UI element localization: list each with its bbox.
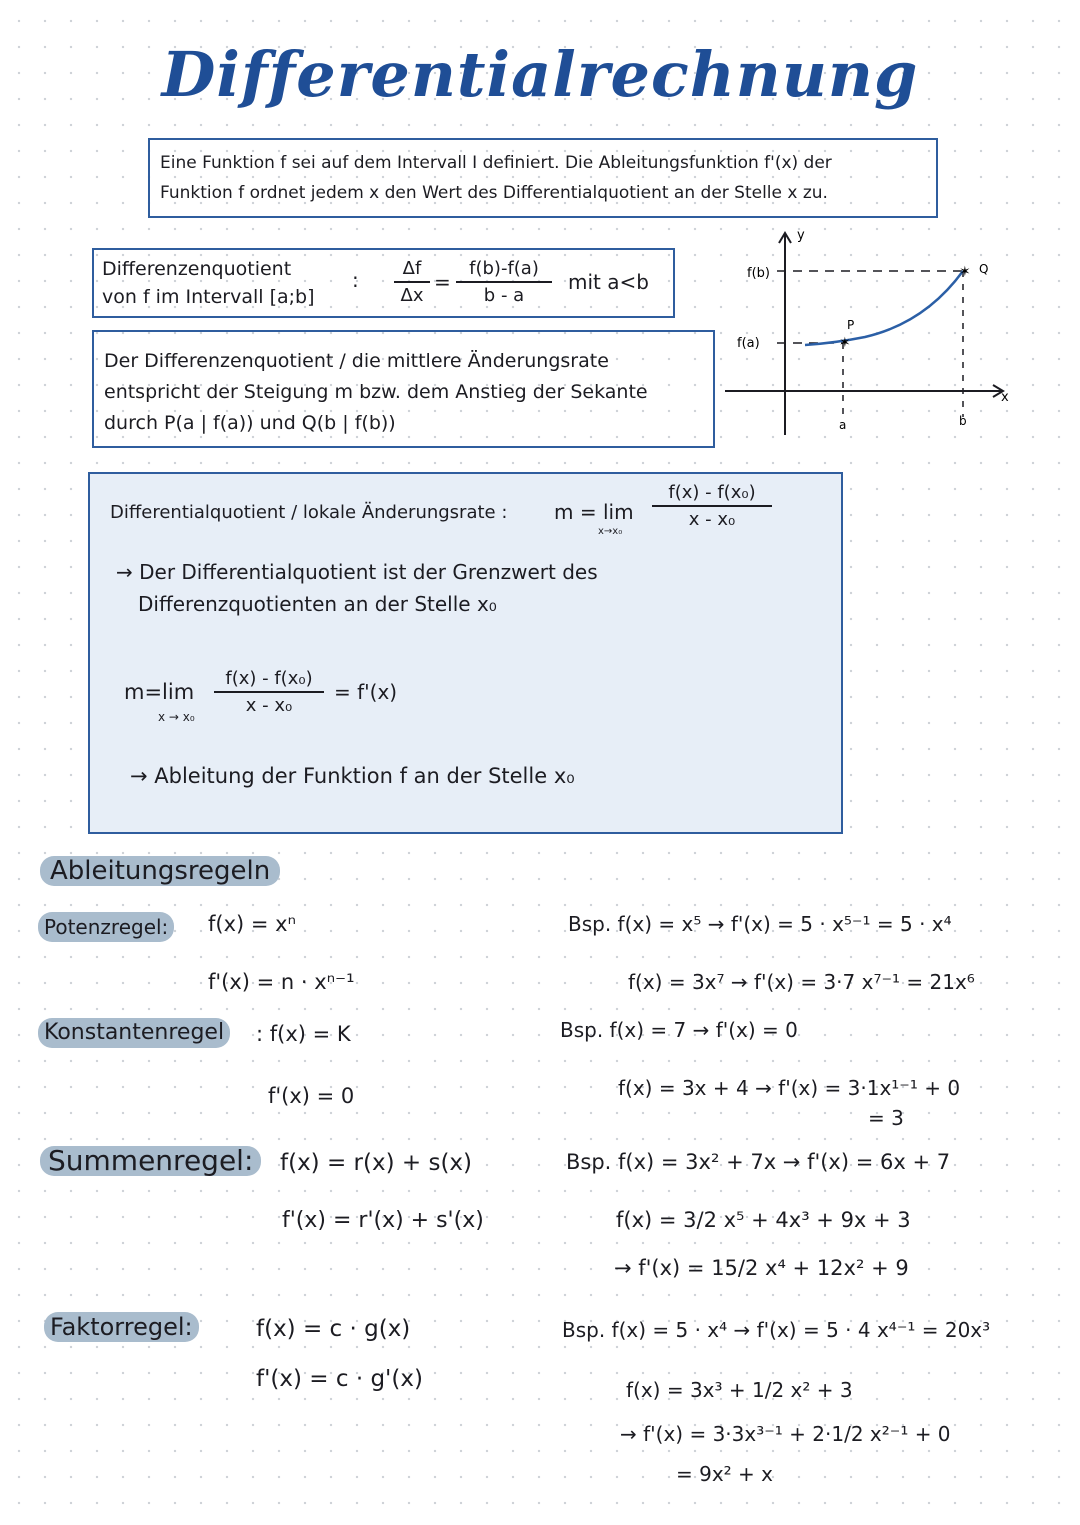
dq-label-2: von f im Intervall [a;b] [102,286,315,308]
y-axis-label: y [797,228,805,243]
diffq-note-2: Differenzquotienten an der Stelle x₀ [138,592,497,616]
diffq-fraction-2 [214,668,324,716]
dq-condition: mit a<b [568,270,649,294]
page-title: Differentialrechnung [161,38,919,111]
fb-label: f(b) [747,266,770,281]
diffq-lim-sub: x→x₀ [598,526,623,537]
summenregel-label: Summenregel: [40,1146,261,1176]
diffq-ableitung: → Ableitung der Funktion f an der Stelle x₀ [130,764,575,788]
konstantenregel-example-1: Bsp. f(x) = 7 → f'(x) = 0 [560,1018,798,1042]
faktorregel-example-4: = 9x² + x [676,1462,774,1486]
fraction-bar [214,691,324,693]
secant-graph [715,225,1015,440]
faktorregel-f: f(x) = c · g(x) [256,1316,411,1342]
diffq-lim-sub-2: x → x₀ [158,710,195,724]
dq-frac-den: b - a [483,285,525,306]
potenzregel-example-1: Bsp. f(x) = x⁵ → f'(x) = 5 · x⁵⁻¹ = 5 · x⁴ [568,912,952,936]
sekante-box [92,330,715,448]
dq-delta-fraction [394,258,430,306]
b-label: b [959,414,967,428]
summenregel-example-2: f(x) = 3/2 x⁵ + 4x³ + 9x + 3 [616,1208,911,1232]
diffq-frac-den: x - x₀ [688,509,736,530]
dq-delta-num: Δf [402,258,422,279]
faktorregel-example-3: → f'(x) = 3·3x³⁻¹ + 2·1/2 x²⁻¹ + 0 [620,1422,951,1446]
faktorregel-label: Faktorregel: [44,1312,199,1342]
faktorregel-example-2: f(x) = 3x³ + 1/2 x² + 3 [626,1378,853,1402]
diffq-label: Differentialquotient / lokale Änderungsrate : [110,502,508,523]
fraction-bar [652,505,772,507]
differenzenquotient-box [92,248,675,318]
dq-colon: : [352,268,359,292]
fraction-bar [456,281,552,283]
diffq-m-lim: m = lim [554,500,634,524]
definition-line-1: Eine Funktion f sei auf dem Intervall I definiert. Die Ableitungsfunktion f'(x) der [160,153,832,173]
definition-line-2: Funktion f ordnet jedem x den Wert des Differentialquotient an der Stelle x zu. [160,183,828,203]
sekante-line-1: Der Differenzenquotient / die mittlere Änderungsrate [104,350,609,372]
dq-label-1: Differenzenquotient [102,258,292,280]
diffq-eq2: = f'(x) [334,680,398,704]
konstantenregel-f: : f(x) = K [256,1022,351,1046]
konstantenregel-example-2a: f(x) = 3x + 4 → f'(x) = 3·1x¹⁻¹ + 0 [618,1076,961,1100]
fraction-bar [394,281,430,283]
rules-heading: Ableitungsregeln [40,856,280,886]
dq-fraction [456,258,552,306]
konstantenregel-fp: f'(x) = 0 [268,1084,355,1108]
sekante-line-3: durch P(a | f(a)) und Q(b | f(b)) [104,412,396,434]
potenzregel-label: Potenzregel: [38,912,174,942]
diffq-note-1: → Der Differentialquotient ist der Grenzwert des [116,560,598,584]
q-label: Q [979,262,989,276]
p-label: P [847,318,855,332]
faktorregel-example-1: Bsp. f(x) = 5 · x⁴ → f'(x) = 5 · 4 x⁴⁻¹ = 20x³ [562,1318,991,1342]
summenregel-example-1: Bsp. f(x) = 3x² + 7x → f'(x) = 6x + 7 [566,1150,951,1174]
potenzregel-example-2: f(x) = 3x⁷ → f'(x) = 3·7 x⁷⁻¹ = 21x⁶ [628,970,975,994]
potenzregel-f: f(x) = xⁿ [208,912,296,936]
point-p-marker: ✶ [839,335,851,351]
dq-frac-num: f(b)-f(a) [469,258,539,279]
function-curve [805,271,963,345]
summenregel-f: f(x) = r(x) + s(x) [280,1150,472,1176]
diffq-fraction [652,482,772,530]
sekante-line-2: entspricht der Steigung m bzw. dem Anstieg der Sekante [104,381,648,403]
diffq-frac2-num: f(x) - f(x₀) [225,668,313,689]
dq-delta-den: Δx [400,285,424,306]
konstantenregel-label: Konstantenregel [38,1018,230,1048]
differentialquotient-box [88,472,843,834]
fa-label: f(a) [737,336,760,351]
faktorregel-fp: f'(x) = c · g'(x) [256,1366,423,1392]
definition-box [148,138,938,218]
diffq-frac2-den: x - x₀ [245,695,293,716]
diffq-m2: m=lim [124,680,195,704]
summenregel-example-3: → f'(x) = 15/2 x⁴ + 12x² + 9 [614,1256,909,1280]
x-axis-label: x [1001,390,1009,405]
potenzregel-fp: f'(x) = n · xⁿ⁻¹ [208,970,355,994]
diffq-frac-num: f(x) - f(x₀) [668,482,756,503]
a-label: a [839,418,847,432]
dq-equals: = [434,270,451,294]
summenregel-fp: f'(x) = r'(x) + s'(x) [282,1208,484,1233]
point-q-marker: ✶ [959,264,971,280]
konstantenregel-example-2b: = 3 [868,1106,904,1130]
